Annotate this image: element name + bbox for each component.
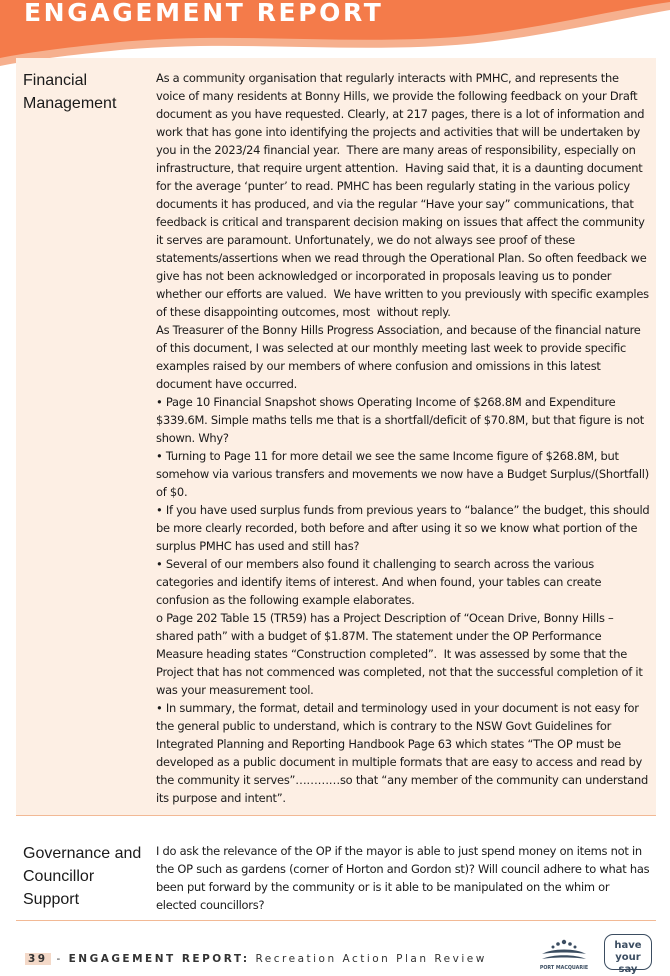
page-footer xyxy=(25,953,487,965)
council-logo-text: PORT MACQUARIE xyxy=(539,966,589,970)
bullet-item: • In summary, the format, detail and terminology used in your document is not easy for the general public to understand, which is contrary to the NSW Govt Guidelines for Integrated Planning and Reporting Handbook Page 63 which states “The OP must be developed as a public document in multiple formats that are easy to access and read by the community it serves”…………so that “any member of the community can understand its purpose and intent”. xyxy=(156,701,652,805)
page-number: 39 xyxy=(25,953,51,965)
bullet-item: • Turning to Page 11 for more detail we see the same Income figure of $268.8M, but somehow via various transfers and movements we now have a Budget Surplus/(Shortfall) of $0. xyxy=(156,449,653,499)
footer-report-label: ENGAGEMENT REPORT: xyxy=(68,953,250,965)
row-content xyxy=(149,830,656,920)
have-your-say-logo xyxy=(604,934,652,975)
paragraph: I do ask the relevance of the OP if the mayor is able to just spend money on items not in the OP such as gardens (corner of Horton and Gordon st)? Will council adhere to what has been put forward by the community or is it able to be manipulated on the whim or elected councillors? xyxy=(156,844,653,912)
paragraph: As Treasurer of the Bonny Hills Progress Association, and because of the financial nature of this document, I was selected at our monthly meeting last week to provide specific examples raised by our members of where confusion and omissions in this latest document have occurred. xyxy=(156,323,644,391)
bullet-item: • If you have used surplus funds from previous years to “balance” the budget, this should be more clearly recorded, both before and after using it so we know what portion of the surplus PMHC has used and still has? xyxy=(156,503,653,553)
footer-separator: - xyxy=(56,953,63,965)
bullet-item: • Several of our members also found it challenging to search across the various categories and identify items of interest. And when found, your tables can create confusion as the following example elaborates. xyxy=(156,557,605,607)
table-row xyxy=(16,58,656,816)
footer-report-subtitle: Recreation Action Plan Review xyxy=(255,953,487,965)
council-logo xyxy=(536,936,592,970)
report-title: ENGAGEMENT REPORT xyxy=(24,0,384,27)
bullet-item: • Page 10 Financial Snapshot shows Operating Income of $268.8M and Expenditure $339.6M. Simple maths tells me that is a shortfall/deficit of $70.8M, but that figure is not shown. Why? xyxy=(156,395,648,445)
sub-bullet-item: o Page 202 Table 15 (TR59) has a Project Description of “Ocean Drive, Bonny Hills – shared path” with a budget of $1.87M. The statement under the OP Performance Measure heading states “Construction completed”. It was assessed by some that the Project that has not commenced was completed, not that the successful completion of it was your measurement tool. xyxy=(156,611,646,697)
row-content xyxy=(149,58,656,815)
table-row xyxy=(16,830,656,921)
row-spacer xyxy=(16,816,656,830)
feedback-table xyxy=(16,58,656,921)
row-label: Financial Management xyxy=(23,72,117,112)
row-label: Governance and Councillor Support xyxy=(23,845,142,908)
paragraph: As a community organisation that regularly interacts with PMHC, and represents the voice of many residents at Bonny Hills, we provide the following feedback on your Draft document as you have requested. Clearly, at 217 pages, there is a lot of information and work that has gone into identifying the projects and activities that will be undertaken by you in the 2023/24 financial year. There are many areas of responsibility, especially on infrastructure, that require urgent attention. Having said that, it is a daunting document for the average ‘punter’ to read. PMHC has been regularly stating in the various policy documents it has produced, and via the regular “Have your say” communications, that feedback is critical and transparent decision making on issues that affect the community it serves are paramount. Unfortunately, we do not always see proof of these statements/assertions when we read through the Operational Plan. So often feedback we give has not been acknowledged or incorporated in proposals leaving us to ponder whether our efforts are valued. We have written to you previously with specific examples of these disappointing outcomes, most without reply. xyxy=(156,71,653,319)
have-your-say-line: have xyxy=(614,940,642,951)
have-your-say-line: your say xyxy=(615,952,641,975)
